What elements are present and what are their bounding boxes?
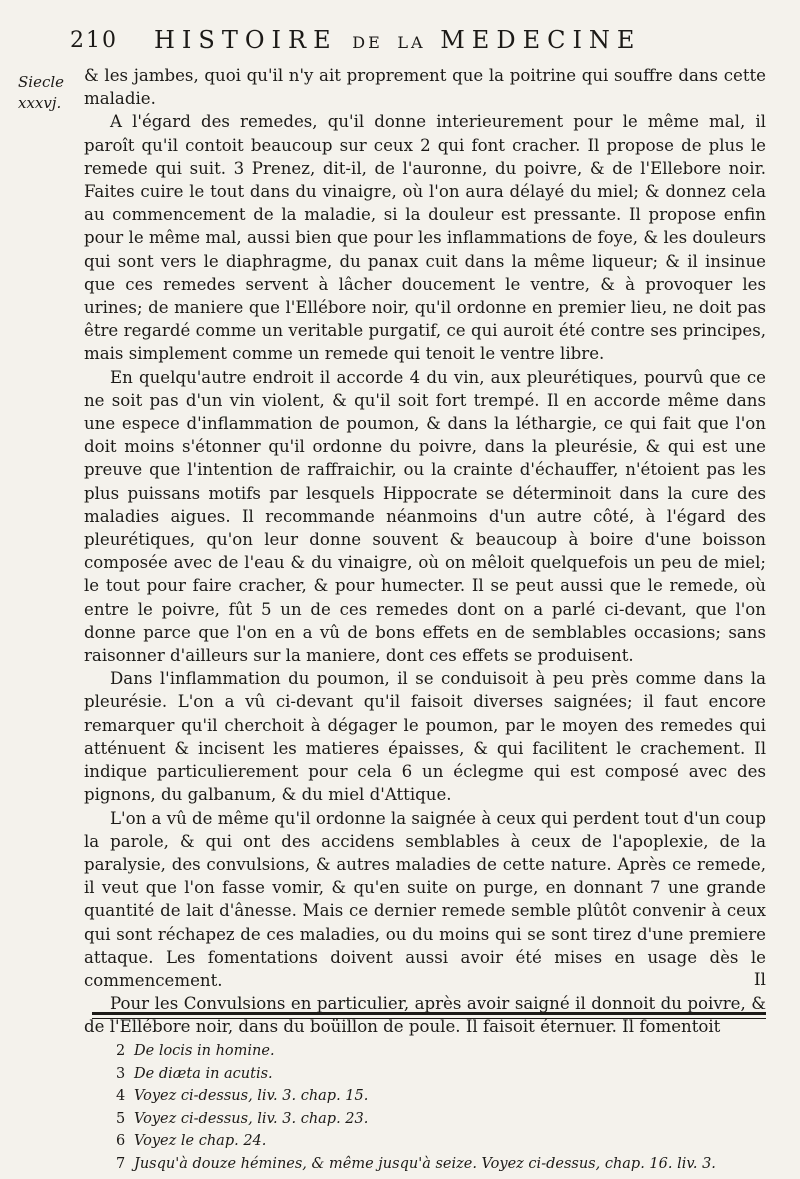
footnote [116,1085,766,1108]
margin-note [18,72,80,114]
footnote-text: Voyez ci-dessus, liv. 3. chap. 15. [134,1088,369,1104]
title-medecine: MEDECINE [440,26,642,54]
footnote-number: 5 [116,1110,126,1127]
footnote-number: 2 [116,1043,126,1059]
footnote-rule [92,1012,766,1015]
footnotes [116,1040,766,1175]
footnote-number: 7 [116,1155,126,1172]
footnote-number: 3 [116,1065,126,1082]
footnote [116,1040,766,1063]
margin-note-line-1: Siecle [18,73,65,91]
footnote-text: Voyez ci-dessus, liv. 3. chap. 23. [134,1110,369,1127]
footnote [116,1130,766,1153]
running-title [154,26,641,54]
title-la: LA [397,33,426,52]
paragraph-1: & les jambes, quoi qu'il n'y ait proprement que la poitrine qui souffre dans cette maladie. [84,66,766,109]
footnote [116,1108,766,1131]
paragraph-5: L'on a vû de même qu'il ordonne la saignée à ceux qui perdent tout d'un coup la parole, & qui ont des accidens semblables à ceux de l'apoplexie, de la paralysie, des convulsions, & autres maladies de cette nature. Après ce remede, il veut que l'on fasse vomir, & qu'en suite on purge, en donnant 7 une grande quantité de lait d'ânesse. Mais ce dernier remede semble plûtôt convenir à ceux qui sont réchapez de ces maladies, ou du moins qui se sont tirez d'une premiere attaque. Les fomentations doivent aussi avoir été mises en usage dès le commencement. [84,808,766,990]
margin-note-line-2: xxxvj. [18,94,62,112]
main-text [84,64,766,1039]
catchword: Il [753,970,766,990]
footnote-text: De locis in homine. [134,1043,275,1059]
footnote-number: 4 [116,1088,126,1104]
title-de: DE [352,33,383,52]
footnote-text: Voyez le chap. 24. [134,1133,267,1149]
paragraph-3: En quelqu'autre endroit il accorde 4 du vin, aux pleurétiques, pourvû que ce ne soit pas d'un vin violent, & qu'il soit fort trempé. Il en accorde même dans une espece d'inflammation de poumon, & dans la léthargie, ce qui fait que l'on doit moins s'étonner qu'il ordonne du poivre, dans la pleurésie, & qui est une preuve que l'intention de raffraichir, ou la crainte d'échauffer, n'étoient pas les plus puissans motifs par lesquels Hippocrate se déterminoit dans la cure des maladies aigues. Il recommande néanmoins d'un autre côté, à l'égard des pleurétiques, qu'on leur donne souvent & beaucoup à boire d'une boisson composée avec de l'eau & du vinaigre, où on mêloit quelquefois un peu de miel; le tout pour faire cracher, & pour humecter. Il se peut aussi que le remede, où entre le poivre, fût 5 un de ces remedes dont on a parlé ci-devant, que l'on donne parce que l'on en a vû de bons effets en de semblables occasions; sans raisonner d'ailleurs sur la maniere, dont ces effets se produisent. [84,367,766,666]
paragraph-2: A l'égard des remedes, qu'il donne interieurement pour le même mal, il paroît qu'il contoit beaucoup sur ceux 2 qui font cracher. Il propose de plus le remede qui suit. 3 Prenez, dit-il, de l'auronne, du poivre, & de l'Ellebore noir. Faites cuire le tout dans du vinaigre, où l'on aura délayé du miel; & donnez cela au commencement de la maladie, si la douleur est pressante. Il propose enfin pour le même mal, aussi bien que pour les inflammations de foye, & les douleurs qui sont vers le diaphragme, du panax cuit dans la même liqueur; & il insinue que ces remedes servent à lâcher doucement le ventre, & à provoquer les urines; de maniere que l'Ellébore noir, qu'il ordonne en premier lieu, ne doit pas être regardé comme un veritable purgatif, ce qui auroit été contre ses principes, mais simplement comme un remede qui tenoit le ventre libre. [84,112,766,364]
paragraph-6: Pour les Convulsions en particulier, après avoir saigné il donnoit du poivre, & de l'Ellébore noir, dans du boüillon de poule. Il faisoit éternuer. Il fomentoit [84,994,766,1037]
footnote-text: Jusqu'à douze hémines, & même jusqu'à seize. Voyez ci-dessus, chap. 16. liv. 3. [134,1155,716,1172]
title-histoire: HISTOIRE [154,26,338,54]
footnote-number: 6 [116,1133,126,1149]
footnote-rule-thin [92,1018,766,1019]
page-number: 210 [70,28,118,53]
footnote [116,1063,766,1086]
footnote [116,1153,766,1176]
footnote-text: De diæta in acutis. [134,1065,273,1082]
running-header [70,26,770,62]
paragraph-4: Dans l'inflammation du poumon, il se conduisoit à peu près comme dans la pleurésie. L'on a vû ci-devant qu'il faisoit diverses saignées; il faut encore remarquer qu'il cherchoit à dégager le poumon, par le moyen des remedes qui atténuent & incisent les matieres épaisses, & qui facilitent le crachement. Il indique particulierement pour cela 6 un éclegme qui est composé avec des pignons, du galbanum, & du miel d'Attique. [84,669,766,805]
